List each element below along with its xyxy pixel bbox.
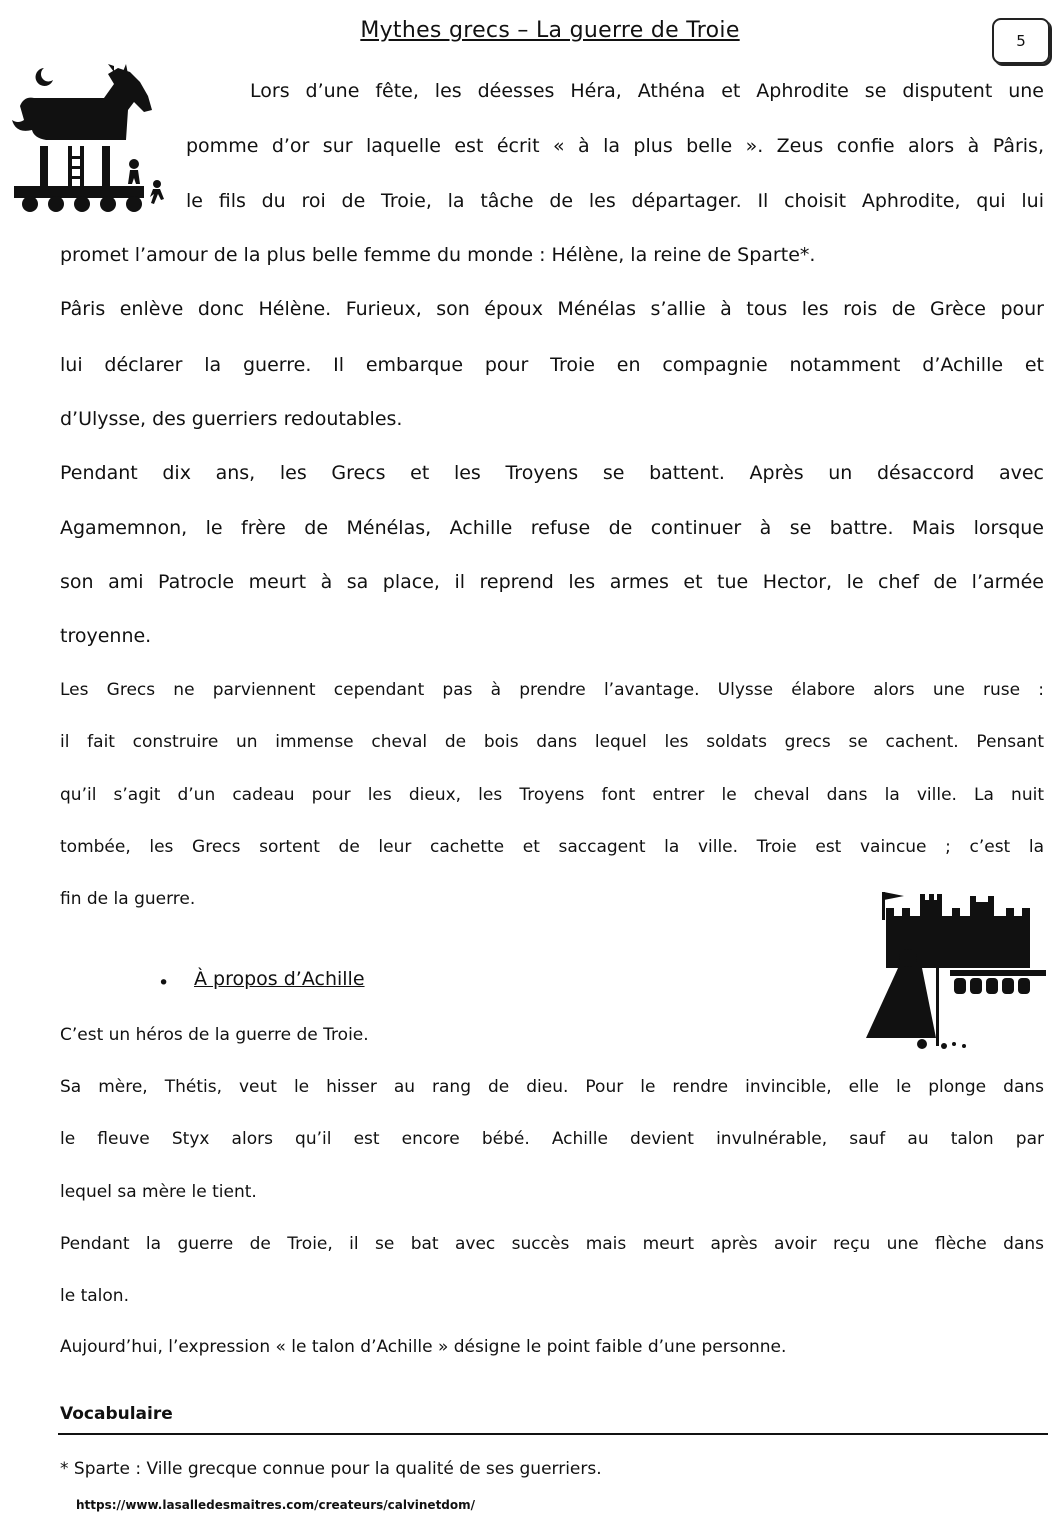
paragraph-line: Pâris enlève donc Hélène. Furieux, son époux Ménélas s’allie à tous les rois de Grèce pour bbox=[60, 298, 1044, 320]
paragraph-line: d’Ulysse, des guerriers redoutables. bbox=[60, 408, 403, 430]
intro-line: promet l’amour de la plus belle femme du monde : Hélène, la reine de Sparte*. bbox=[60, 244, 816, 266]
page-number-box bbox=[992, 18, 1050, 64]
paragraph-line: Sa mère, Thétis, veut le hisser au rang de dieu. Pour le rendre invincible, elle le plonge dans bbox=[60, 1077, 1044, 1097]
paragraph-line: Les Grecs ne parviennent cependant pas à prendre l’avantage. Ulysse élabore alors une ruse : bbox=[60, 680, 1044, 700]
paragraph-line: lui déclarer la guerre. Il embarque pour Troie en compagnie notamment d’Achille et bbox=[60, 354, 1044, 376]
paragraph-line: lequel sa mère le tient. bbox=[60, 1182, 257, 1202]
paragraph-line: fin de la guerre. bbox=[60, 889, 196, 909]
paragraph-line: le talon. bbox=[60, 1286, 129, 1306]
paragraph-line: Pendant la guerre de Troie, il se bat avec succès mais meurt après avoir reçu une flèche dans bbox=[60, 1234, 1044, 1254]
page-number: 5 bbox=[1016, 32, 1026, 50]
section-heading: À propos d’Achille bbox=[194, 968, 365, 990]
vocabulary-entry: * Sparte : Ville grecque connue pour la qualité de ses guerriers. bbox=[60, 1459, 602, 1479]
trojan-horse-illustration bbox=[10, 62, 178, 220]
bullet-marker: • bbox=[158, 972, 170, 994]
paragraph-line: Agamemnon, le frère de Ménélas, Achille refuse de continuer à se battre. Mais lorsque bbox=[60, 517, 1044, 539]
paragraph-line: Aujourd’hui, l’expression « le talon d’Achille » désigne le point faible d’une personne. bbox=[60, 1337, 787, 1357]
paragraph-line: Pendant dix ans, les Grecs et les Troyens se battent. Après un désaccord avec bbox=[60, 462, 1044, 484]
divider bbox=[58, 1433, 1048, 1435]
source-url[interactable]: https://www.lasalledesmaitres.com/createurs/calvinetdom/ bbox=[76, 1498, 476, 1512]
intro-line: Lors d’une fête, les déesses Héra, Athéna et Aphrodite se disputent une bbox=[250, 80, 1044, 102]
paragraph-line: qu’il s’agit d’un cadeau pour les dieux, les Troyens font entrer le cheval dans la ville. La nuit bbox=[60, 785, 1044, 805]
paragraph-line: troyenne. bbox=[60, 625, 152, 647]
intro-line: le fils du roi de Troie, la tâche de les départager. Il choisit Aphrodite, qui lui bbox=[186, 190, 1044, 212]
paragraph-line: tombée, les Grecs sortent de leur cachette et saccagent la ville. Troie est vaincue ; c’est la bbox=[60, 837, 1044, 857]
paragraph-line: le fleuve Styx alors qu’il est encore bébé. Achille devient invulnérable, sauf au talon par bbox=[60, 1129, 1044, 1149]
page-title: Mythes grecs – La guerre de Troie bbox=[360, 18, 740, 43]
paragraph-line: il fait construire un immense cheval de bois dans lequel les soldats grecs se cachent. Pensant bbox=[60, 732, 1044, 752]
paragraph-line: C’est un héros de la guerre de Troie. bbox=[60, 1025, 369, 1045]
intro-line: pomme d’or sur laquelle est écrit « à la plus belle ». Zeus confie alors à Pâris, bbox=[186, 135, 1044, 157]
paragraph-line: son ami Patrocle meurt à sa place, il reprend les armes et tue Hector, le chef de l’armée bbox=[60, 571, 1044, 593]
vocabulary-heading: Vocabulaire bbox=[60, 1404, 173, 1424]
